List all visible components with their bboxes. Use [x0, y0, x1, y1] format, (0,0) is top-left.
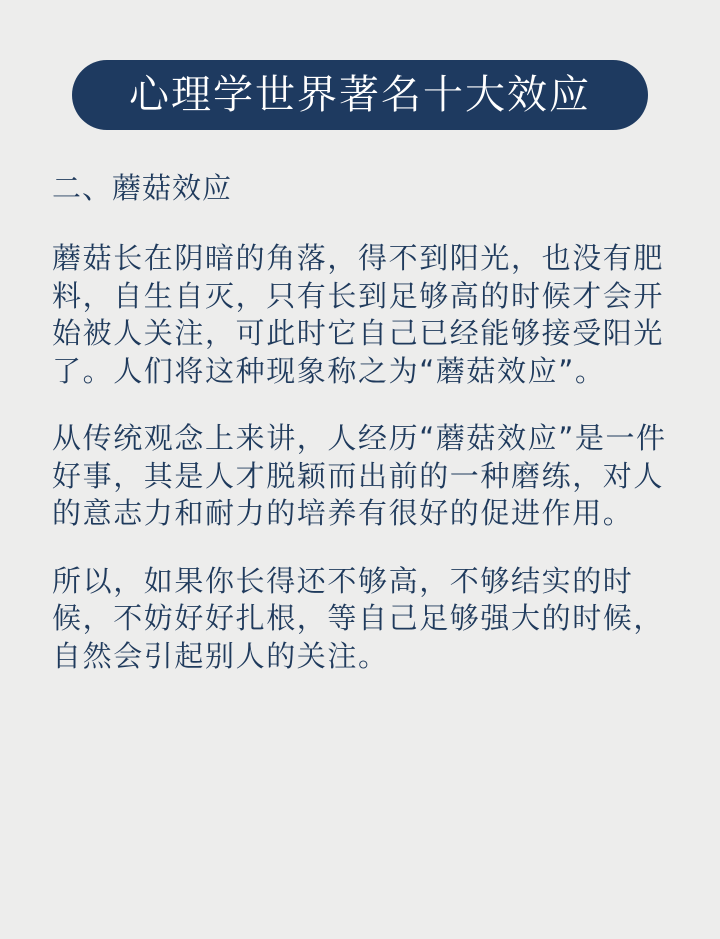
- paragraph-advice: 所以，如果你长得还不够高，不够结实的时候，不妨好好扎根，等自己足够强大的时候，自然会引起别人的关注。: [52, 563, 665, 673]
- paragraph-definition: 蘑菇长在阴暗的角落，得不到阳光，也没有肥料，自生自灭，只有长到足够高的时候才会开始被人关注，可此时它自己已经能够接受阳光了。人们将这种现象称之为“蘑菇效应”。: [52, 241, 665, 388]
- paragraph-tradition: 从传统观念上来讲，人经历“蘑菇效应”是一件好事，其是人才脱颖而出前的一种磨练，对人的意志力和耐力的培养有很好的促进作用。: [52, 421, 667, 530]
- page-title: 心理学世界著名十大效应: [129, 72, 591, 118]
- section-heading: 二、蘑菇效应: [52, 171, 233, 205]
- title-banner: [72, 60, 648, 130]
- article-content: [52, 166, 672, 705]
